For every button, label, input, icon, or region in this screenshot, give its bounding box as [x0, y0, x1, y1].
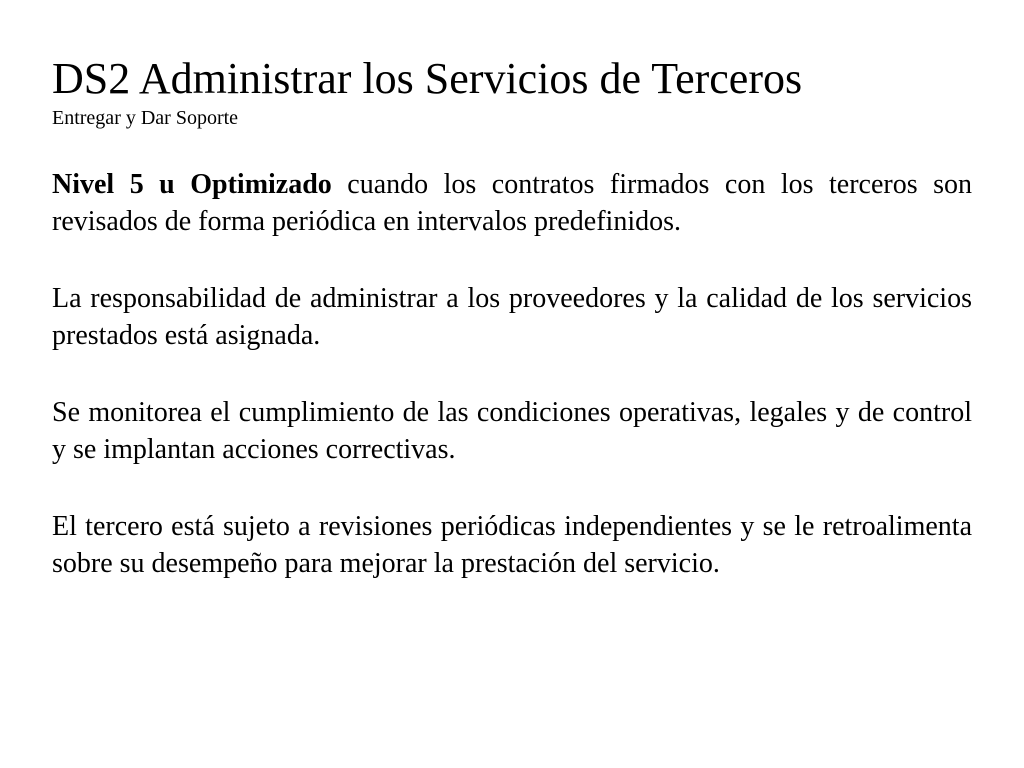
intro-lead: Nivel 5 u Optimizado — [52, 169, 332, 200]
paragraph-reviews: El tercero está sujeto a revisiones periódicas independientes y se le retroalimenta sobre su desempeño para mejorar la prestación del servicio. — [52, 511, 972, 579]
paragraph-responsibility: La responsabilidad de administrar a los proveedores y la calidad de los servicios prestados está asignada. — [52, 283, 972, 351]
paragraph-monitoring: Se monitorea el cumplimiento de las condiciones operativas, legales y de control y se implantan acciones correctivas. — [52, 397, 972, 465]
intro-paragraph — [52, 166, 972, 240]
slide-title: DS2 Administrar los Servicios de Terceros — [52, 54, 803, 103]
slide-content — [52, 52, 972, 622]
intro-text: cuando los contratos firmados con los terceros son revisados de forma periódica en intervalos predefinidos. — [52, 169, 972, 237]
slide-subtitle: Entregar y Dar Soporte — [52, 107, 239, 129]
